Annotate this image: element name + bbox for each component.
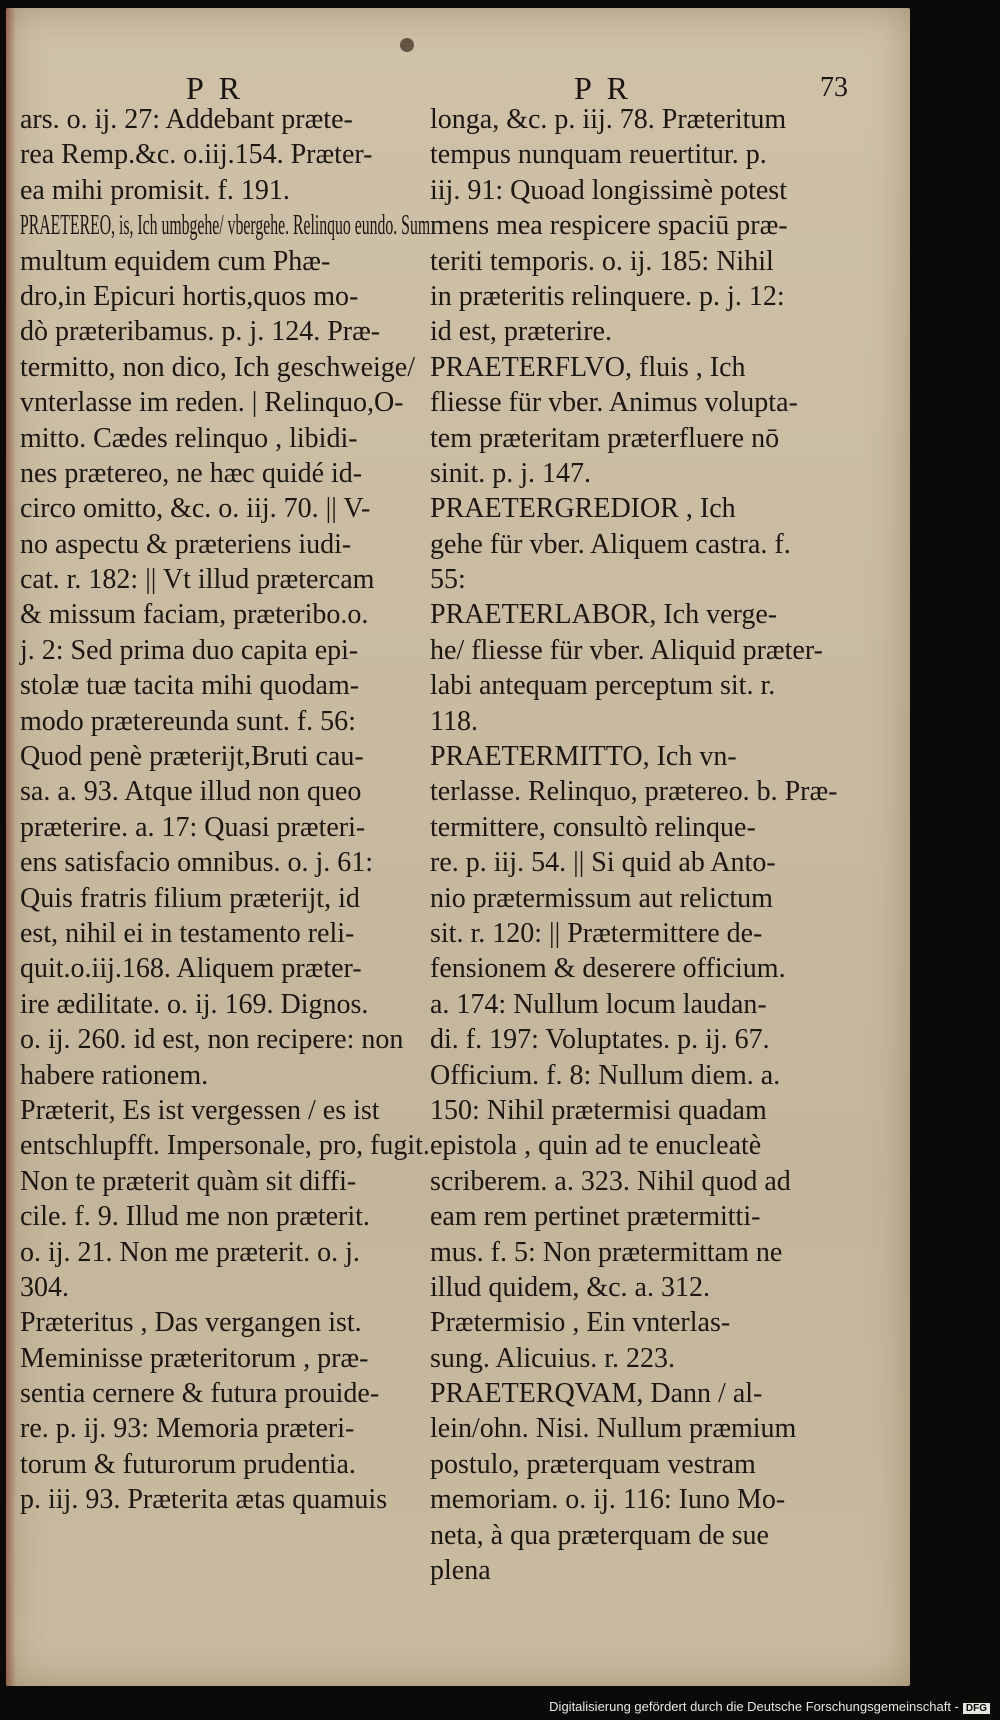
running-head-left: P R bbox=[186, 70, 244, 106]
text-line: di. f. 197: Voluptates. p. ij. 67. bbox=[430, 1024, 770, 1056]
text-line: terlasse. Relinquo, prætereo. b. Præ- bbox=[430, 776, 838, 808]
text-line: circo omitto, &c. o. iij. 70. || V- bbox=[20, 493, 371, 525]
text-line: tempus nunquam reuertitur. p. bbox=[430, 139, 767, 171]
text-line: ens satisfacio omnibus. o. j. 61: bbox=[20, 847, 374, 879]
footer-credit bbox=[549, 1699, 990, 1714]
dfg-logo: DFG bbox=[963, 1703, 990, 1714]
text-line: 118. bbox=[430, 705, 478, 737]
text-line: gehe für vber. Aliquem castra. f. bbox=[430, 528, 791, 560]
text-line: est, nihil ei in testamento reli- bbox=[20, 917, 355, 949]
text-line: postulo, præterquam vestram bbox=[430, 1448, 756, 1480]
text-line: longa, &c. p. iij. 78. Præteritum bbox=[430, 104, 787, 135]
text-line: neta, à qua præterquam de sue bbox=[430, 1519, 769, 1551]
text-line: o. ij. 21. Non me præterit. o. j. bbox=[20, 1236, 360, 1268]
text-line: ea mihi promisit. f. 191. bbox=[20, 174, 290, 206]
text-line: dò præteribamus. p. j. 124. Præ- bbox=[20, 316, 381, 348]
text-line: a. 174: Nullum locum laudan- bbox=[430, 988, 767, 1020]
text-line: re. p. iij. 54. || Si quid ab Anto- bbox=[430, 847, 776, 879]
ink-stain bbox=[400, 38, 414, 52]
text-line: ars. o. ij. 27: Addebant præte- bbox=[20, 104, 353, 135]
text-line: fensionem & deserere officium. bbox=[430, 953, 786, 985]
text-line: PRAETEREO, is, Ich umbgehe/ vbergehe. Relinquo eundo. Sum bbox=[20, 210, 431, 242]
text-line: termittere, consultò relinque- bbox=[430, 811, 756, 843]
text-line: dro,in Epicuri hortis,quos mo- bbox=[20, 280, 359, 312]
text-line: tem præteritam præterfluere nō bbox=[430, 422, 780, 454]
text-line: epistola , quin ad te enucleatè bbox=[430, 1130, 762, 1162]
text-line: stolæ tuæ tacita mihi quodam- bbox=[20, 670, 360, 702]
text-line: cile. f. 9. Illud me non præterit. bbox=[20, 1201, 370, 1233]
text-line: habere rationem. bbox=[20, 1059, 209, 1091]
text-line: multum equidem cum Phæ- bbox=[20, 245, 331, 277]
text-line: Quis fratris filium præterijt, id bbox=[20, 882, 360, 914]
text-line: PRAETERGREDIOR , Ich bbox=[430, 493, 736, 525]
right-column bbox=[430, 102, 885, 1588]
text-line: & missum faciam, præteribo.o. bbox=[20, 599, 369, 631]
text-line: sinit. p. j. 147. bbox=[430, 457, 592, 489]
text-line: sentia cernere & futura prouide- bbox=[20, 1378, 380, 1410]
text-line: rea Remp.&c. o.iij.154. Præter- bbox=[20, 139, 373, 171]
text-line: Præteritus , Das vergangen ist. bbox=[20, 1307, 362, 1339]
text-line: labi antequam perceptum sit. r. bbox=[430, 670, 776, 702]
text-line: 304. bbox=[20, 1271, 69, 1303]
text-line: sung. Alicuius. r. 223. bbox=[430, 1342, 676, 1374]
text-line: Meminisse præteritorum , præ- bbox=[20, 1342, 369, 1374]
text-line: PRAETERFLVO, fluis , Ich bbox=[430, 351, 746, 383]
text-line: eam rem pertinet prætermitti- bbox=[430, 1201, 761, 1233]
text-line: PRAETERLABOR, Ich verge- bbox=[430, 599, 778, 631]
text-line: memoriam. o. ij. 116: Iuno Mo- bbox=[430, 1484, 786, 1516]
text-line: modo prætereunda sunt. f. 56: bbox=[20, 705, 356, 737]
text-line: Prætermisio , Ein vnterlas- bbox=[430, 1307, 731, 1339]
text-line: cat. r. 182: || Vt illud prætercam bbox=[20, 564, 375, 596]
text-line: 55: bbox=[430, 564, 466, 596]
text-line: termitto, non dico, Ich geschweige/ bbox=[20, 351, 415, 383]
text-line: nes prætereo, ne hæc quidé id- bbox=[20, 457, 363, 489]
text-line: quit.o.iij.168. Aliquem præter- bbox=[20, 953, 362, 985]
text-line: he/ fliesse für vber. Aliquid præter- bbox=[430, 634, 823, 666]
text-line: sit. r. 120: || Prætermittere de- bbox=[430, 917, 763, 949]
text-line: ire ædilitate. o. ij. 169. Dignos. bbox=[20, 988, 369, 1020]
text-line: fliesse für vber. Animus volupta- bbox=[430, 387, 798, 419]
text-line: torum & futurorum prudentia. bbox=[20, 1448, 356, 1480]
text-line: vnterlasse im reden. | Relinquo,O- bbox=[20, 387, 404, 419]
text-line: Non te præterit quàm sit diffi- bbox=[20, 1165, 357, 1197]
text-line: PRAETERMITTO, Ich vn- bbox=[430, 741, 737, 773]
text-line: no aspectu & præteriens iudi- bbox=[20, 528, 352, 560]
text-line: sa. a. 93. Atque illud non queo bbox=[20, 776, 362, 808]
text-line: PRAETERQVAM, Dann / al- bbox=[430, 1378, 763, 1410]
text-line: mus. f. 5: Non prætermittam ne bbox=[430, 1236, 783, 1268]
text-line: iij. 91: Quoad longissimè potest bbox=[430, 174, 787, 206]
text-line: Quod penè præterijt,Bruti cau- bbox=[20, 741, 364, 773]
text-line: id est, præterire. bbox=[430, 316, 612, 348]
text-line: illud quidem, &c. a. 312. bbox=[430, 1271, 710, 1303]
text-line: p. iij. 93. Præterita ætas quamuis bbox=[20, 1484, 388, 1516]
text-line: præterire. a. 17: Quasi præteri- bbox=[20, 811, 366, 843]
text-line: nio prætermissum aut relictum bbox=[430, 882, 773, 914]
book-page bbox=[6, 8, 910, 1686]
text-line: 150: Nihil prætermisi quadam bbox=[430, 1094, 767, 1126]
text-line: scriberem. a. 323. Nihil quod ad bbox=[430, 1165, 791, 1197]
text-line: Officium. f. 8: Nullum diem. a. bbox=[430, 1059, 781, 1091]
text-line: teriti temporis. o. ij. 185: Nihil bbox=[430, 245, 774, 277]
folio-number: 73 bbox=[820, 72, 848, 103]
text-line: in præteritis relinquere. p. j. 12: bbox=[430, 280, 785, 312]
text-line: mens mea respicere spaciū præ- bbox=[430, 210, 788, 242]
footer-text: Digitalisierung gefördert durch die Deutsche Forschungsgemeinschaft - bbox=[549, 1699, 959, 1714]
text-line: Præterit, Es ist vergessen / es ist bbox=[20, 1094, 380, 1126]
text-line: lein/ohn. Nisi. Nullum præmium bbox=[430, 1413, 797, 1445]
text-line: entschlupfft. Impersonale, pro, fugit. bbox=[20, 1130, 430, 1162]
running-head-right: P R bbox=[574, 70, 632, 106]
text-line: o. ij. 260. id est, non recipere: non bbox=[20, 1024, 404, 1056]
text-line: mitto. Cædes relinquo , libidi- bbox=[20, 422, 358, 454]
text-line: plena bbox=[430, 1555, 491, 1587]
text-line: j. 2: Sed prima duo capita epi- bbox=[20, 634, 359, 666]
left-column bbox=[20, 102, 430, 1518]
text-line: re. p. ij. 93: Memoria præteri- bbox=[20, 1413, 355, 1445]
